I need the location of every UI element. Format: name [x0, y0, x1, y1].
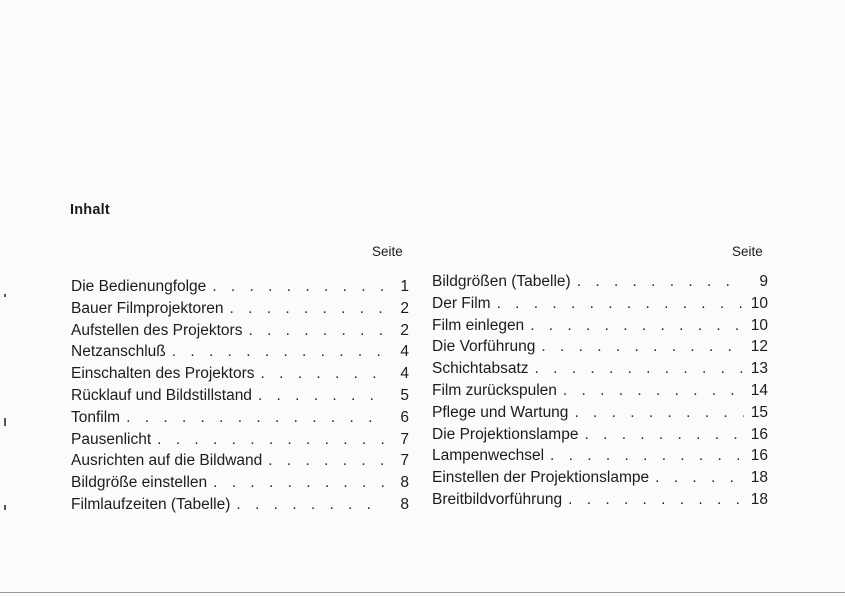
toc-entry-page: 4	[400, 343, 409, 361]
toc-entry-title: Netzanschluß	[71, 343, 166, 361]
toc-entry-page: 2	[400, 299, 409, 317]
dot-leader	[655, 467, 744, 489]
toc-entry[interactable]	[432, 293, 768, 315]
toc-entry-page: 13	[750, 360, 768, 378]
toc-entry-title: Einstellen der Projektionslampe	[432, 469, 650, 487]
toc-entry[interactable]	[71, 429, 409, 451]
dot-leader	[236, 494, 385, 516]
toc-entry[interactable]	[71, 320, 409, 342]
dot-leader	[213, 472, 385, 494]
dot-leader	[258, 385, 385, 407]
toc-entry-title: Einschalten des Projektors	[71, 365, 255, 383]
dot-leader	[172, 341, 385, 363]
toc-entry-title: Lampenwechsel	[432, 447, 545, 465]
page-column-header-right: Seite	[732, 244, 763, 259]
dot-leader	[261, 363, 385, 385]
toc-entry-page: 2	[400, 321, 409, 339]
dot-leader	[530, 315, 744, 337]
toc-entry-page: 7	[400, 452, 409, 470]
toc-entry[interactable]	[71, 494, 409, 516]
toc-entry-page: 12	[750, 338, 768, 356]
toc-entry-page: 4	[400, 365, 409, 383]
toc-entry-title: Die Vorführung	[432, 338, 536, 356]
toc-entry[interactable]	[71, 363, 409, 385]
toc-entry[interactable]	[71, 450, 409, 472]
toc-entry-page: 7	[400, 430, 409, 448]
toc-entry-title: Film einlegen	[432, 316, 525, 334]
toc-entry[interactable]	[432, 402, 768, 424]
toc-entry-title: Der Film	[432, 294, 491, 312]
dot-leader	[126, 407, 385, 429]
toc-entry-title: Film zurückspulen	[432, 381, 557, 399]
toc-entry-page: 9	[759, 273, 768, 290]
toc-entry-title: Pausenlicht	[71, 430, 152, 448]
toc-right-column	[432, 271, 768, 511]
toc-entry-page: 8	[400, 474, 409, 492]
dot-leader	[157, 429, 385, 451]
toc-entry-page: 15	[750, 403, 768, 421]
toc-entry-title: Bauer Filmprojektoren	[71, 299, 224, 317]
dot-leader	[584, 424, 744, 446]
toc-entry[interactable]	[71, 472, 409, 494]
dot-leader	[541, 336, 744, 358]
toc-entry-page: 16	[750, 447, 768, 465]
toc-entry[interactable]	[71, 385, 409, 407]
toc-entry-page: 1	[400, 278, 409, 295]
toc-entry-title: Filmlaufzeiten (Tabelle)	[71, 495, 231, 513]
toc-entry-page: 18	[750, 469, 768, 487]
toc-entry[interactable]	[432, 467, 768, 489]
scan-mark	[4, 418, 6, 426]
toc-entry-title: Die Projektionslampe	[432, 425, 579, 443]
toc-entry-title: Pflege und Wartung	[432, 403, 569, 421]
toc-entry-page: 10	[750, 316, 768, 334]
toc-entry[interactable]	[71, 298, 409, 320]
toc-entry[interactable]	[432, 445, 768, 467]
dot-leader	[212, 276, 385, 298]
dot-leader	[497, 293, 744, 315]
toc-entry[interactable]	[432, 358, 768, 380]
toc-entry[interactable]	[432, 271, 768, 293]
dot-leader	[568, 489, 744, 511]
toc-entry-title: Die Bedienungfolge	[71, 278, 207, 295]
toc-entry-title: Breitbildvorführung	[432, 490, 563, 508]
toc-entry-page: 16	[750, 425, 768, 443]
toc-entry[interactable]	[432, 489, 768, 511]
toc-entry[interactable]	[432, 424, 768, 446]
toc-entry-page: 14	[750, 381, 768, 399]
dot-leader	[535, 358, 745, 380]
page-title: Inhalt	[70, 202, 110, 218]
dot-leader	[550, 445, 744, 467]
toc-entry[interactable]	[432, 315, 768, 337]
dot-leader	[563, 380, 744, 402]
scan-mark	[4, 294, 6, 297]
toc-entry-page: 8	[400, 495, 409, 513]
dot-leader	[229, 298, 385, 320]
toc-entry[interactable]	[432, 336, 768, 358]
toc-entry-page: 18	[750, 490, 768, 508]
page-edge-line	[0, 592, 845, 593]
toc-entry-title: Rücklauf und Bildstillstand	[71, 386, 252, 404]
toc-entry-title: Bildgröße einstellen	[71, 474, 208, 492]
toc-entry[interactable]	[71, 407, 409, 429]
toc-entry[interactable]	[432, 380, 768, 402]
scan-mark	[4, 505, 6, 510]
page-column-header-left: Seite	[372, 244, 403, 259]
toc-entry-title: Bildgrößen (Tabelle)	[432, 273, 571, 290]
toc-left-column	[71, 276, 409, 516]
toc-entry-title: Aufstellen des Projektors	[71, 321, 243, 339]
dot-leader	[577, 271, 744, 293]
toc-entry-title: Schichtabsatz	[432, 360, 529, 378]
toc-entry-page: 5	[400, 386, 409, 404]
toc-entry-page: 6	[400, 408, 409, 426]
toc-entry-title: Tonfilm	[71, 408, 121, 426]
dot-leader	[248, 320, 385, 342]
dot-leader	[574, 402, 744, 424]
toc-entry[interactable]	[71, 341, 409, 363]
toc-entry-title: Ausrichten auf die Bildwand	[71, 452, 263, 470]
toc-entry[interactable]	[71, 276, 409, 298]
dot-leader	[268, 450, 385, 472]
toc-entry-page: 10	[750, 294, 768, 312]
